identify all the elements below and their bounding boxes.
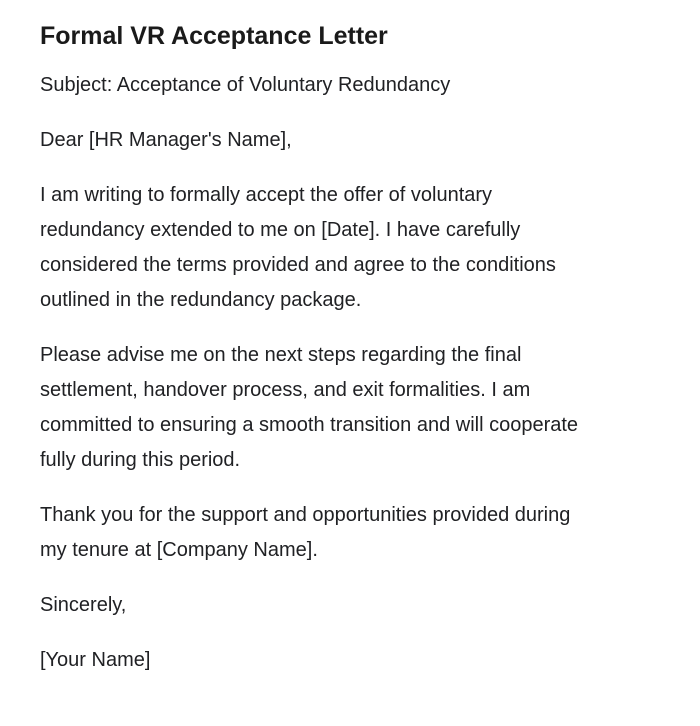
salutation: Dear [HR Manager's Name], [40,129,292,151]
paragraph-next-steps: Please advise me on the next steps regarding the final settlement, handover process, and exit formalities. I am committed to ensuring a smooth transition and will cooperate fully during this period. [40,344,579,471]
paragraph-acceptance: I am writing to formally accept the offer of voluntary redundancy extended to me on [Date]. I have carefully considered the terms provided and agree to the conditions outlined in the redundancy package. [40,184,556,311]
closing: Sincerely, [40,594,127,616]
signature-placeholder: [Your Name] [40,649,151,671]
page-title: Formal VR Acceptance Letter [40,22,388,50]
subject-line: Subject: Acceptance of Voluntary Redundancy [40,74,451,96]
paragraph-thanks: Thank you for the support and opportunities provided during my tenure at [Company Name]. [40,504,571,561]
